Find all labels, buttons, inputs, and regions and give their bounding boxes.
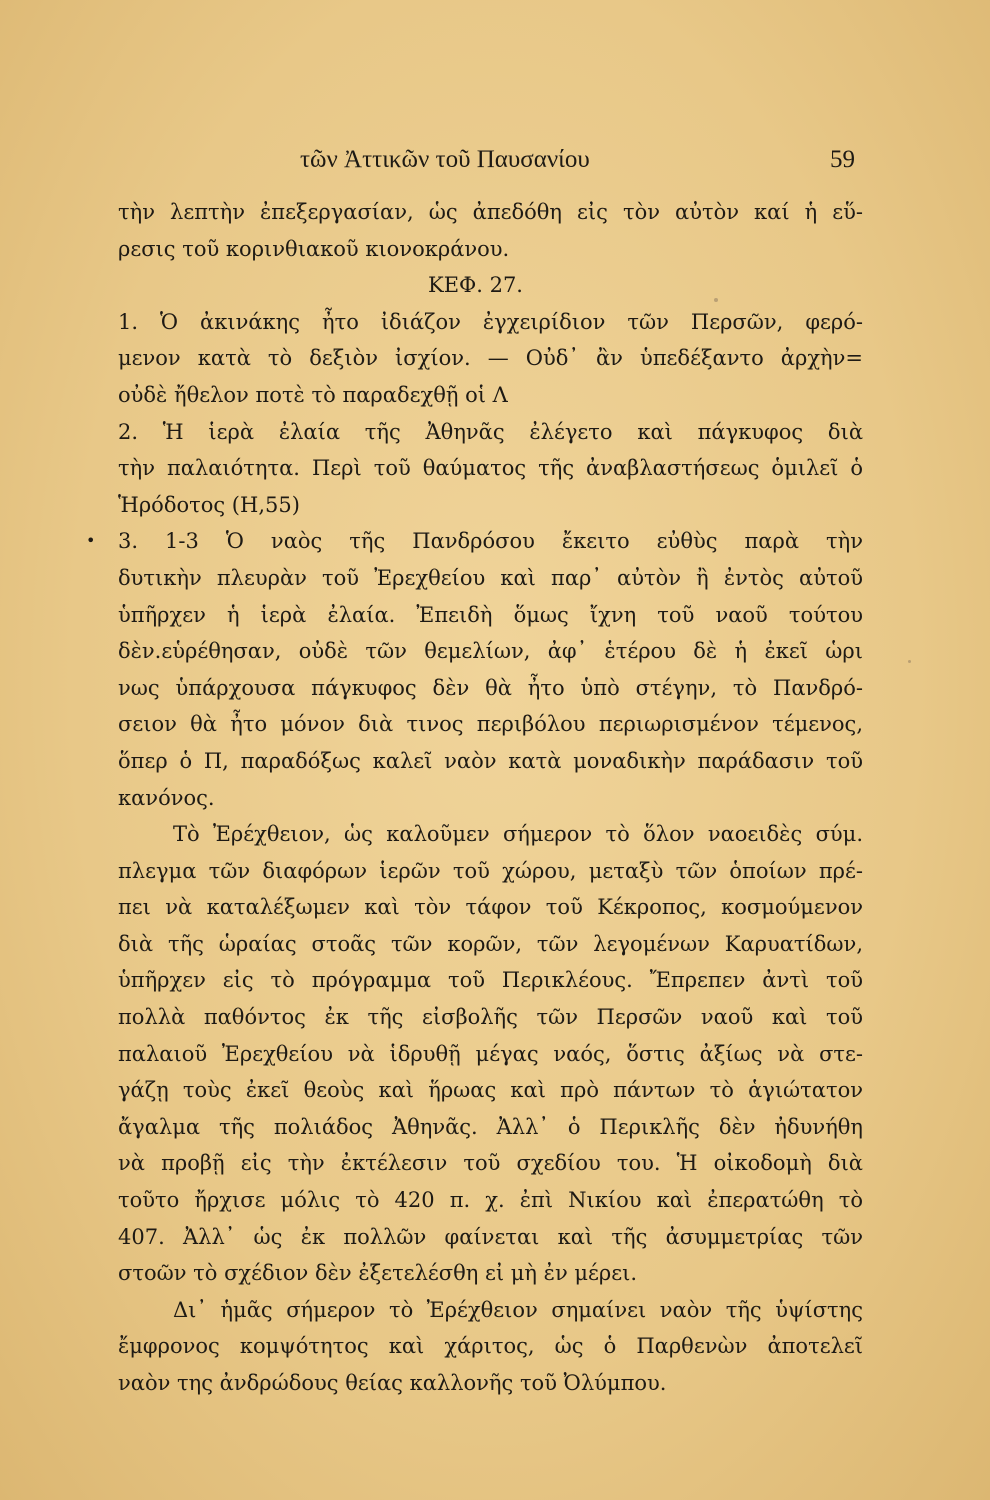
running-title: τῶν Ἀττικῶν τοῦ Παυσανίου	[300, 146, 590, 173]
paper-speck	[714, 298, 718, 302]
note-3-line: 3. 1-3 Ὁ ναὸς τῆς Πανδρόσου ἔκειτο εὐθὺς παρὰ τὴν	[118, 529, 863, 554]
margin-mark: •	[86, 531, 96, 550]
text-line: πλεγμα τῶν διαφόρων ἱερῶν τοῦ χώρου, μεταξὺ τῶν ὁποίων πρέ-	[118, 858, 863, 883]
paper-speck	[908, 660, 911, 663]
text-line: τοῦτο ἤρχισε μόλις τὸ 420 π. χ. ἐπὶ Νικίου καὶ ἐπερατώθη τὸ	[118, 1188, 863, 1213]
paragraph-start-line: Δι᾽ ἡμᾶς σήμερον τὸ Ἐρέχθειον σημαίνει ναὸν τῆς ὑψίστης	[173, 1297, 863, 1322]
text-line: ναὸν της ἀνδρώδους θείας καλλονῆς τοῦ Ὀλύμπου.	[118, 1371, 667, 1395]
text-line: τὴν παλαιότητα. Περὶ τοῦ θαύματος τῆς ἀναβλαστήσεως ὁμιλεῖ ὁ	[118, 456, 863, 481]
text-line: ὑπῆρχεν εἰς τὸ πρόγραμμα τοῦ Περικλέους. Ἔπρεπεν ἀντὶ τοῦ	[118, 968, 863, 993]
page-header	[0, 143, 990, 177]
text-line: ἔμφρονος κομψότητος καὶ χάριτος, ὡς ὁ Παρθενὼν ἀποτελεῖ	[118, 1334, 863, 1359]
text-line: ἄγαλμα τῆς πολιάδος Ἀθηνᾶς. Ἀλλ᾽ ὁ Περικλῆς δὲν ἠδυνήθη	[118, 1114, 863, 1139]
note-2-line: 2. Ἡ ἱερὰ ἐλαία τῆς Ἀθηνᾶς ἐλέγετο καὶ πάγκυφος διὰ	[118, 419, 863, 444]
text-line: δυτικὴν πλευρὰν τοῦ Ἐρεχθείου καὶ παρ᾽ αὐτὸν ἢ ἐντὸς αὐτοῦ	[118, 565, 863, 590]
text-line: γάζῃ τοὺς ἐκεῖ θεοὺς καὶ ἥρωας καὶ πρὸ πάντων τὸ ἁγιώτατον	[118, 1078, 863, 1103]
text-line: κανόνος.	[118, 785, 215, 810]
text-line: 407. Ἀλλ᾽ ὡς ἐκ πολλῶν φαίνεται καὶ τῆς ἀσυμμετρίας τῶν	[118, 1224, 863, 1249]
text-line: πολλὰ παθόντος ἐκ τῆς εἰσβολῆς τῶν Περσῶν ναοῦ καὶ τοῦ	[118, 1005, 863, 1030]
text-line: Ἡρόδοτος (Η,55)	[118, 492, 300, 517]
chapter-heading: ΚΕΦ. 27.	[428, 273, 523, 298]
text-line: ὑπῆρχεν ἡ ἱερὰ ἐλαία. Ἐπειδὴ ὅμως ἴχνη τοῦ ναοῦ τούτου	[118, 602, 863, 627]
text-line: στοῶν τὸ σχέδιον δὲν ἐξετελέσθη εἰ μὴ ἐν μέρει.	[118, 1261, 638, 1286]
page-number: 59	[830, 146, 855, 173]
text-line: διὰ τῆς ὡραίας στοᾶς τῶν κορῶν, τῶν λεγομένων Καρυατίδων,	[118, 931, 863, 956]
text-line: παλαιοῦ Ἐρεχθείου νὰ ἱδρυθῇ μέγας ναός, ὅστις ἀξίως νὰ στε-	[118, 1041, 863, 1066]
text-line: μενον κατὰ τὸ δεξιὸν ἰσχίον. — Οὐδ᾽ ἂν ὑπεδέξαντο ἀρχὴν=	[118, 346, 863, 371]
text-line: νως ὑπάρχουσα πάγκυφος δὲν θὰ ἦτο ὑπὸ στέγην, τὸ Πανδρό-	[118, 675, 863, 700]
text-line: νὰ προβῇ εἰς τὴν ἐκτέλεσιν τοῦ σχεδίου του. Ἡ οἰκοδομὴ διὰ	[118, 1151, 863, 1176]
body-text	[118, 194, 863, 1402]
text-line: ὅπερ ὁ Π, παραδόξως καλεῖ ναὸν κατὰ μοναδικὴν παράδασιν τοῦ	[118, 748, 863, 773]
text-line: τὴν λεπτὴν ἐπεξεργασίαν, ὡς ἀπεδόθη εἰς τὸν αὐτὸν καί ἡ εὕ-	[118, 200, 863, 224]
note-1-line: 1. Ὁ ἀκινάκης ἦτο ἰδιάζον ἐγχειρίδιον τῶν Περσῶν, φερό-	[118, 309, 863, 334]
text-line: ρεσις τοῦ κορινθιακοῦ κιονοκράνου.	[118, 236, 510, 261]
text-line: πει νὰ καταλέξωμεν καὶ τὸν τάφον τοῦ Κέκροπος, κοσμούμενον	[118, 895, 863, 920]
paragraph-start-line: Τὸ Ἐρέχθειον, ὡς καλοῦμεν σήμερον τὸ ὅλον ναοειδὲς σύμ.	[173, 822, 863, 847]
text-line: δὲν.εὑρέθησαν, οὐδὲ τῶν θεμελίων, ἀφ᾽ ἑτέρου δὲ ἡ ἐκεῖ ὡρι	[118, 639, 863, 664]
text-line: οὐδὲ ἤθελον ποτὲ τὸ παραδεχθῇ οἱ Λ	[118, 382, 508, 407]
text-line: σειον θὰ ἦτο μόνον διὰ τινος περιβόλου περιωρισμένον τέμενος,	[118, 712, 863, 737]
